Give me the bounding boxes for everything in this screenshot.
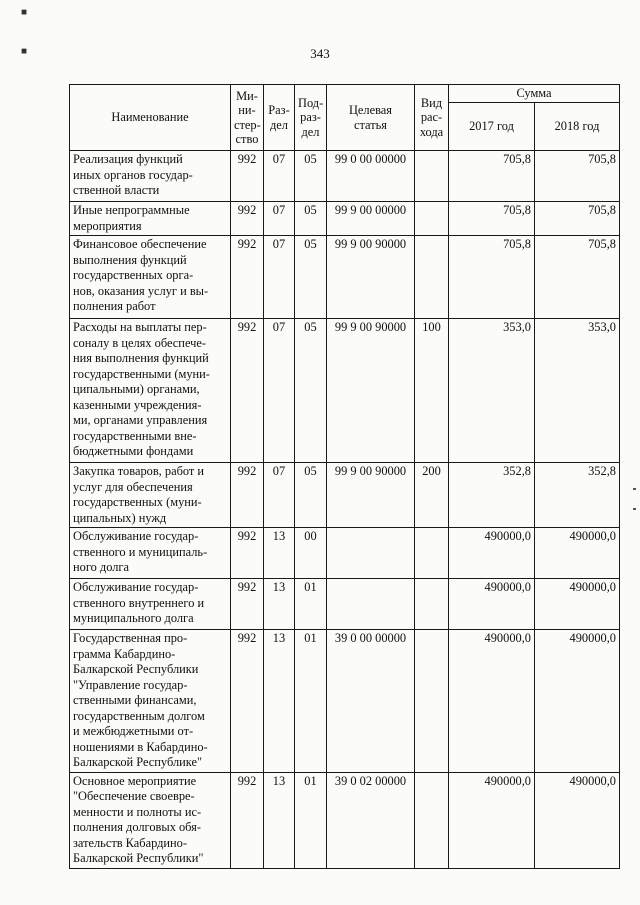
row-ministry-cell: 992 — [231, 463, 264, 528]
row-sum-2017-cell: 352,8 — [449, 463, 535, 528]
row-subsection-cell: 05 — [295, 202, 327, 236]
header-section: Раз- дел — [264, 85, 295, 151]
row-name-cell: Обслуживание государ- ственного и муниципаль- ного долга — [70, 528, 231, 579]
row-ministry-cell: 992 — [231, 579, 264, 630]
row-expense-type-cell — [415, 236, 449, 319]
header-year-2018: 2018 год — [535, 103, 620, 151]
row-name-cell: Финансовое обеспечение выполнения функций государственных орга- нов, оказания услуг и вы- полнения работ — [70, 236, 231, 319]
row-sum-2018-cell: 705,8 — [535, 151, 620, 202]
row-name-cell: Государственная про- грамма Кабардино- Балкарской Республики "Управление государ- ственными финансами, государственным долгом и межбюджетными от- ношениями в Кабардино- Балкарской Республике" — [70, 630, 231, 773]
row-section-cell: 13 — [264, 579, 295, 630]
row-sum-2018-cell: 352,8 — [535, 463, 620, 528]
row-ministry-cell: 992 — [231, 202, 264, 236]
table-row — [70, 319, 620, 463]
row-target-cell: 39 0 00 00000 — [327, 630, 415, 773]
header-year-2017: 2017 год — [449, 103, 535, 151]
row-sum-2017-cell: 490000,0 — [449, 630, 535, 773]
row-target-cell: 99 9 00 90000 — [327, 463, 415, 528]
scan-edge-mark — [633, 488, 636, 490]
row-section-cell: 07 — [264, 202, 295, 236]
row-section-cell: 07 — [264, 151, 295, 202]
row-ministry-cell: 992 — [231, 528, 264, 579]
row-subsection-cell: 00 — [295, 528, 327, 579]
row-section-cell: 13 — [264, 528, 295, 579]
row-target-cell: 39 0 02 00000 — [327, 772, 415, 868]
row-expense-type-cell: 100 — [415, 319, 449, 463]
row-subsection-cell: 05 — [295, 151, 327, 202]
table-row — [70, 202, 620, 236]
row-subsection-cell: 01 — [295, 630, 327, 773]
row-sum-2017-cell: 353,0 — [449, 319, 535, 463]
row-target-cell: 99 0 00 00000 — [327, 151, 415, 202]
scan-speck: ■ — [21, 7, 28, 18]
row-sum-2017-cell: 490000,0 — [449, 772, 535, 868]
row-section-cell: 13 — [264, 772, 295, 868]
row-expense-type-cell — [415, 579, 449, 630]
row-section-cell: 07 — [264, 236, 295, 319]
row-sum-2017-cell: 490000,0 — [449, 579, 535, 630]
row-sum-2017-cell: 705,8 — [449, 236, 535, 319]
table-row — [70, 236, 620, 319]
page-number: 343 — [310, 46, 330, 61]
scan-edge-mark — [633, 508, 636, 510]
row-name-cell: Расходы на выплаты пер- соналу в целях обеспече- ния выполнения функций государственными (муни- ципальными) органами, казенными учреждения- ми, органами управления государственными вне- бюджетными фондами — [70, 319, 231, 463]
row-ministry-cell: 992 — [231, 630, 264, 773]
row-ministry-cell: 992 — [231, 236, 264, 319]
row-ministry-cell: 992 — [231, 151, 264, 202]
table-row — [70, 630, 620, 773]
row-ministry-cell: 992 — [231, 772, 264, 868]
row-name-cell: Обслуживание государ- ственного внутреннего и муниципального долга — [70, 579, 231, 630]
table-row — [70, 151, 620, 202]
row-sum-2017-cell: 705,8 — [449, 151, 535, 202]
row-target-cell: 99 9 00 00000 — [327, 202, 415, 236]
budget-table — [69, 84, 620, 869]
row-subsection-cell: 01 — [295, 579, 327, 630]
budget-table-body — [70, 151, 620, 869]
row-sum-2018-cell: 705,8 — [535, 236, 620, 319]
header-sum: Сумма — [449, 85, 620, 103]
row-name-cell: Закупка товаров, работ и услуг для обеспечения государственных (муни- ципальных) нужд — [70, 463, 231, 528]
row-sum-2018-cell: 705,8 — [535, 202, 620, 236]
row-sum-2018-cell: 353,0 — [535, 319, 620, 463]
row-expense-type-cell — [415, 151, 449, 202]
row-section-cell: 07 — [264, 463, 295, 528]
header-subsection: Под- раз- дел — [295, 85, 327, 151]
scan-speck: ■ — [21, 46, 28, 57]
row-name-cell: Основное мероприятие "Обеспечение своевре- менности и полноты ис- полнения долговых обя- зательств Кабардино- Балкарской Республики" — [70, 772, 231, 868]
row-sum-2018-cell: 490000,0 — [535, 579, 620, 630]
row-sum-2018-cell: 490000,0 — [535, 772, 620, 868]
header-name: Наименование — [70, 85, 231, 151]
row-expense-type-cell — [415, 202, 449, 236]
row-expense-type-cell — [415, 772, 449, 868]
row-name-cell: Реализация функций иных органов государ- ственной власти — [70, 151, 231, 202]
row-subsection-cell: 05 — [295, 319, 327, 463]
row-target-cell: 99 9 00 90000 — [327, 236, 415, 319]
row-section-cell: 07 — [264, 319, 295, 463]
row-subsection-cell: 01 — [295, 772, 327, 868]
row-section-cell: 13 — [264, 630, 295, 773]
row-target-cell — [327, 528, 415, 579]
header-ministry: Ми- ни- стер- ство — [231, 85, 264, 151]
table-row — [70, 579, 620, 630]
row-sum-2018-cell: 490000,0 — [535, 630, 620, 773]
table-row — [70, 463, 620, 528]
row-name-cell: Иные непрограммные мероприятия — [70, 202, 231, 236]
row-sum-2017-cell: 490000,0 — [449, 528, 535, 579]
row-expense-type-cell — [415, 528, 449, 579]
table-row — [70, 528, 620, 579]
row-subsection-cell: 05 — [295, 463, 327, 528]
row-ministry-cell: 992 — [231, 319, 264, 463]
row-sum-2017-cell: 705,8 — [449, 202, 535, 236]
row-target-cell: 99 9 00 90000 — [327, 319, 415, 463]
table-row — [70, 772, 620, 868]
row-expense-type-cell — [415, 630, 449, 773]
row-sum-2018-cell: 490000,0 — [535, 528, 620, 579]
header-target: Целевая статья — [327, 85, 415, 151]
row-subsection-cell: 05 — [295, 236, 327, 319]
header-expense-type: Вид рас- хода — [415, 85, 449, 151]
row-target-cell — [327, 579, 415, 630]
row-expense-type-cell: 200 — [415, 463, 449, 528]
